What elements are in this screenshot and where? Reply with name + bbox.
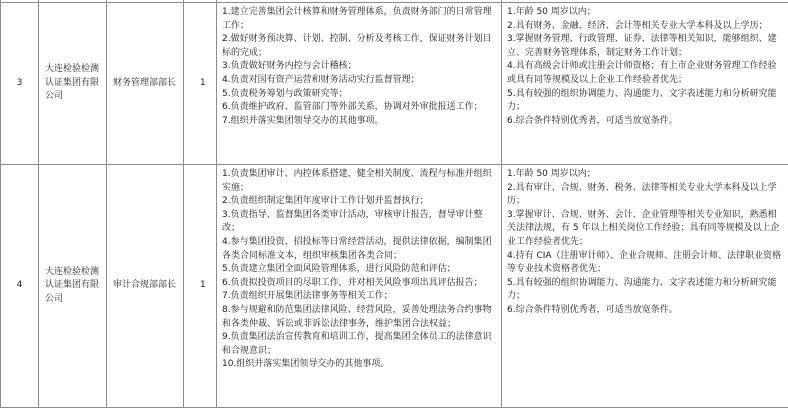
duty-item: 10.组织并落实集团领导交办的其他事项。 (222, 358, 497, 372)
duty-item: 1.负责集团审计、内控体系搭建，健全相关制度、流程与标准并组织实施； (222, 168, 497, 195)
requirement-item: 1.年龄 50 周岁以内； (507, 168, 784, 182)
duty-item: 5.负责税务筹划与政策研究等； (222, 88, 497, 102)
duty-item: 2.负责组织制定集团年度审计工作计划并监督执行； (222, 195, 497, 209)
position-title: 财务管理部部长 (107, 3, 184, 165)
company-name: 大连检验检测认证集团有限公司 (39, 165, 107, 408)
duty-item: 1.建立完善集团会计核算和财务管理体系，负责财务部门的日常管理工作； (222, 6, 497, 33)
requirement-item: 2.具有审计、合规、财务、税务、法律等相关专业大学本科及以上学历； (507, 182, 784, 209)
position-title: 审计合规部部长 (107, 165, 184, 408)
duty-item: 6.负责维护政府、监管部门等外部关系，协调对外审批报送工作； (222, 101, 497, 115)
duty-item: 7.负责组织开展集团法律事务等相关工作； (222, 290, 497, 304)
requirement-item: 5.具有较强的组织协调能力、沟通能力、文字表述能力和分析研究能力； (507, 88, 784, 115)
requirement-item: 6.综合条件特别优秀者，可适当放宽条件。 (507, 115, 784, 129)
duty-item: 5.负责建立集团全面风险管理体系，进行风险防范和评估； (222, 263, 497, 277)
requirement-item: 4.持有 CIA（注册审计师）、企业合规师、注册会计师、法律职业资格等专业技术资格者优先； (507, 250, 784, 277)
requirement-item: 4.具有高级会计师或注册会计师资格；有上市企业财务管理工作经验或具有同等规模及以上企业工作经验者优先； (507, 60, 784, 87)
table-row (1, 3, 788, 165)
requirement-item: 6.综合条件特别优秀者，可适当放宽条件。 (507, 304, 784, 318)
duty-item: 4.负责对国有资产运营和财务活动实行监督管理； (222, 74, 497, 88)
duty-item: 4.参与集团投资、招投标等日常经营活动，提供法律依据，编制集团各类合同标准文本，组织审核集团各类合同； (222, 236, 497, 263)
duty-item: 9.负责集团法治宣传教育和培训工作，提高集团全体员工的法律意识和合规意识； (222, 331, 497, 358)
duty-item: 3.负责做好财务内控与会计稽核； (222, 60, 497, 74)
requirement-item: 3.掌握审计、合规、财务、会计、企业管理等相关专业知识，熟悉相关法律法规，有 5 年以上相关岗位工作经验；具有同等规模及以上企业工作经验者优先； (507, 209, 784, 250)
table-row (1, 165, 788, 408)
requirement-item: 2.具有财务、金融、经济、会计等相关专业大学本科及以上学历； (507, 20, 784, 34)
duties-cell (217, 165, 502, 408)
duty-item: 3.负责指导、监督集团各类审计活动，审核审计报告，督导审计整改； (222, 209, 497, 236)
row-number: 4 (1, 165, 39, 408)
row-number: 3 (1, 3, 39, 165)
duty-item: 8.参与规避和防范集团法律风险、经营风险，妥善处理法务合约事物和各类仲裁、诉讼或非诉讼法律事务，维护集团合法权益； (222, 304, 497, 331)
requirement-item: 5.具有较强的组织协调能力、沟通能力、文字表述能力和分析研究能力； (507, 277, 784, 304)
company-name: 大连检验检测认证集团有限公司 (39, 3, 107, 165)
requirement-item: 1.年龄 50 周岁以内； (507, 6, 784, 20)
headcount: 1 (184, 165, 217, 408)
headcount: 1 (184, 3, 217, 165)
requirement-item: 3.掌握财务管理、行政管理、证券、法律等相关知识，能够组织、建立、完善财务管理体系，制定财务工作计划； (507, 33, 784, 60)
duties-cell (217, 3, 502, 165)
requirements-cell (502, 3, 788, 165)
duty-item: 7.组织并落实集团领导交办的其他事项。 (222, 115, 497, 129)
duty-item: 2.做好财务预决算、计划、控制、分析及考核工作，保证财务计划目标的完成； (222, 33, 497, 60)
duty-item: 6.负责拟投资项目的尽职工作，并对相关风险事项出具评估报告； (222, 277, 497, 291)
requirements-cell (502, 165, 788, 408)
